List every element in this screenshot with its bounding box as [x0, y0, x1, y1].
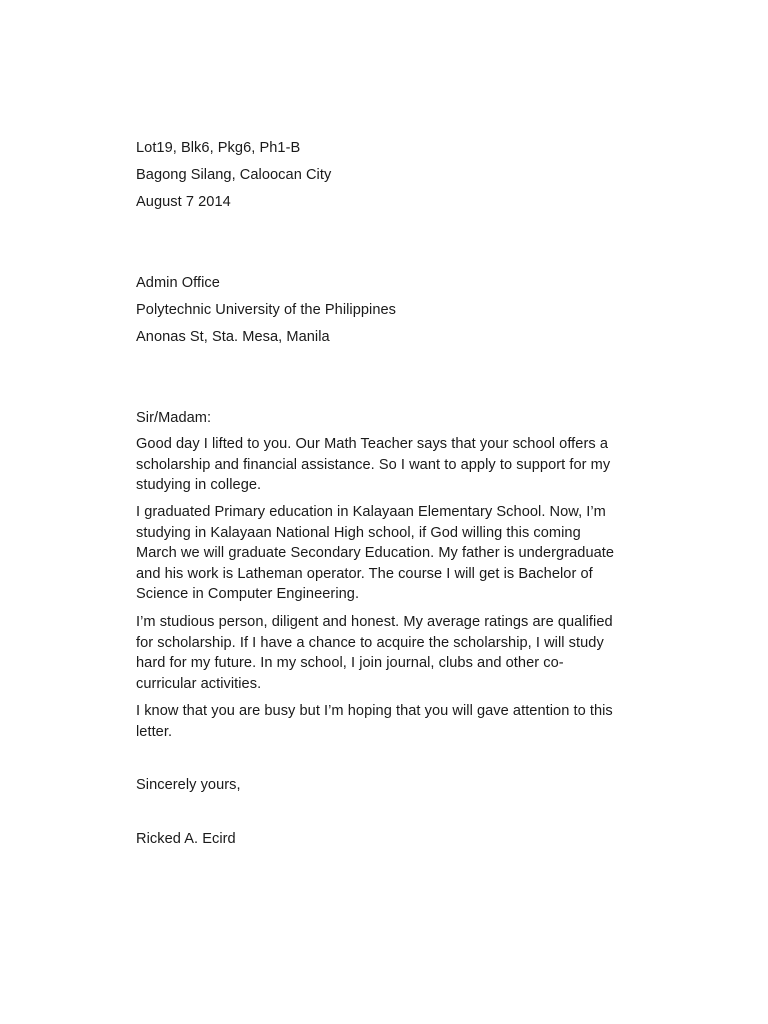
body-paragraph-2	[136, 502, 636, 605]
body-line: and his work is Latheman operator. The course I will get is Bachelor of	[136, 565, 593, 582]
sender-address-line1: Lot19, Blk6, Pkg6, Ph1-B	[136, 140, 301, 156]
body-paragraph-1	[136, 434, 636, 496]
salutation: Sir/Madam:	[136, 410, 212, 426]
signature-name: Ricked A. Ecird	[136, 831, 236, 847]
body-line: Science in Computer Engineering.	[136, 586, 360, 602]
body-paragraph-4	[136, 701, 636, 742]
body-paragraph-3	[136, 612, 636, 694]
body-line: I’m studious person, diligent and honest. My average ratings are qualified	[136, 614, 613, 630]
letter-date: August 7 2014	[136, 194, 231, 210]
recipient-line1: Admin Office	[136, 275, 220, 291]
body-line: letter.	[136, 723, 173, 740]
recipient-line3: Anonas St, Sta. Mesa, Manila	[136, 329, 330, 345]
sender-address-line2: Bagong Silang, Caloocan City	[136, 167, 332, 183]
body-line: scholarship and financial assistance. So I want to apply to support for my	[136, 456, 611, 473]
body-line: I graduated Primary education in Kalayaan Elementary School. Now, I’m	[136, 504, 606, 520]
body-line: hard for my future. In my school, I join journal, clubs and other co-	[136, 655, 564, 671]
body-line: for scholarship. If I have a chance to acquire the scholarship, I will study	[136, 634, 604, 651]
body-line: studying in Kalayaan National High school, if God willing this coming	[136, 524, 581, 541]
body-line: studying in college.	[136, 477, 262, 493]
body-line: I know that you are busy but I’m hoping that you will gave attention to this	[136, 703, 613, 719]
recipient-line2: Polytechnic University of the Philippines	[136, 302, 396, 318]
body-line: Good day I lifted to you. Our Math Teacher says that your school offers a	[136, 436, 608, 452]
closing: Sincerely yours,	[136, 777, 241, 793]
body-line: curricular activities.	[136, 675, 262, 692]
body-line: March we will graduate Secondary Education. My father is undergraduate	[136, 545, 615, 561]
